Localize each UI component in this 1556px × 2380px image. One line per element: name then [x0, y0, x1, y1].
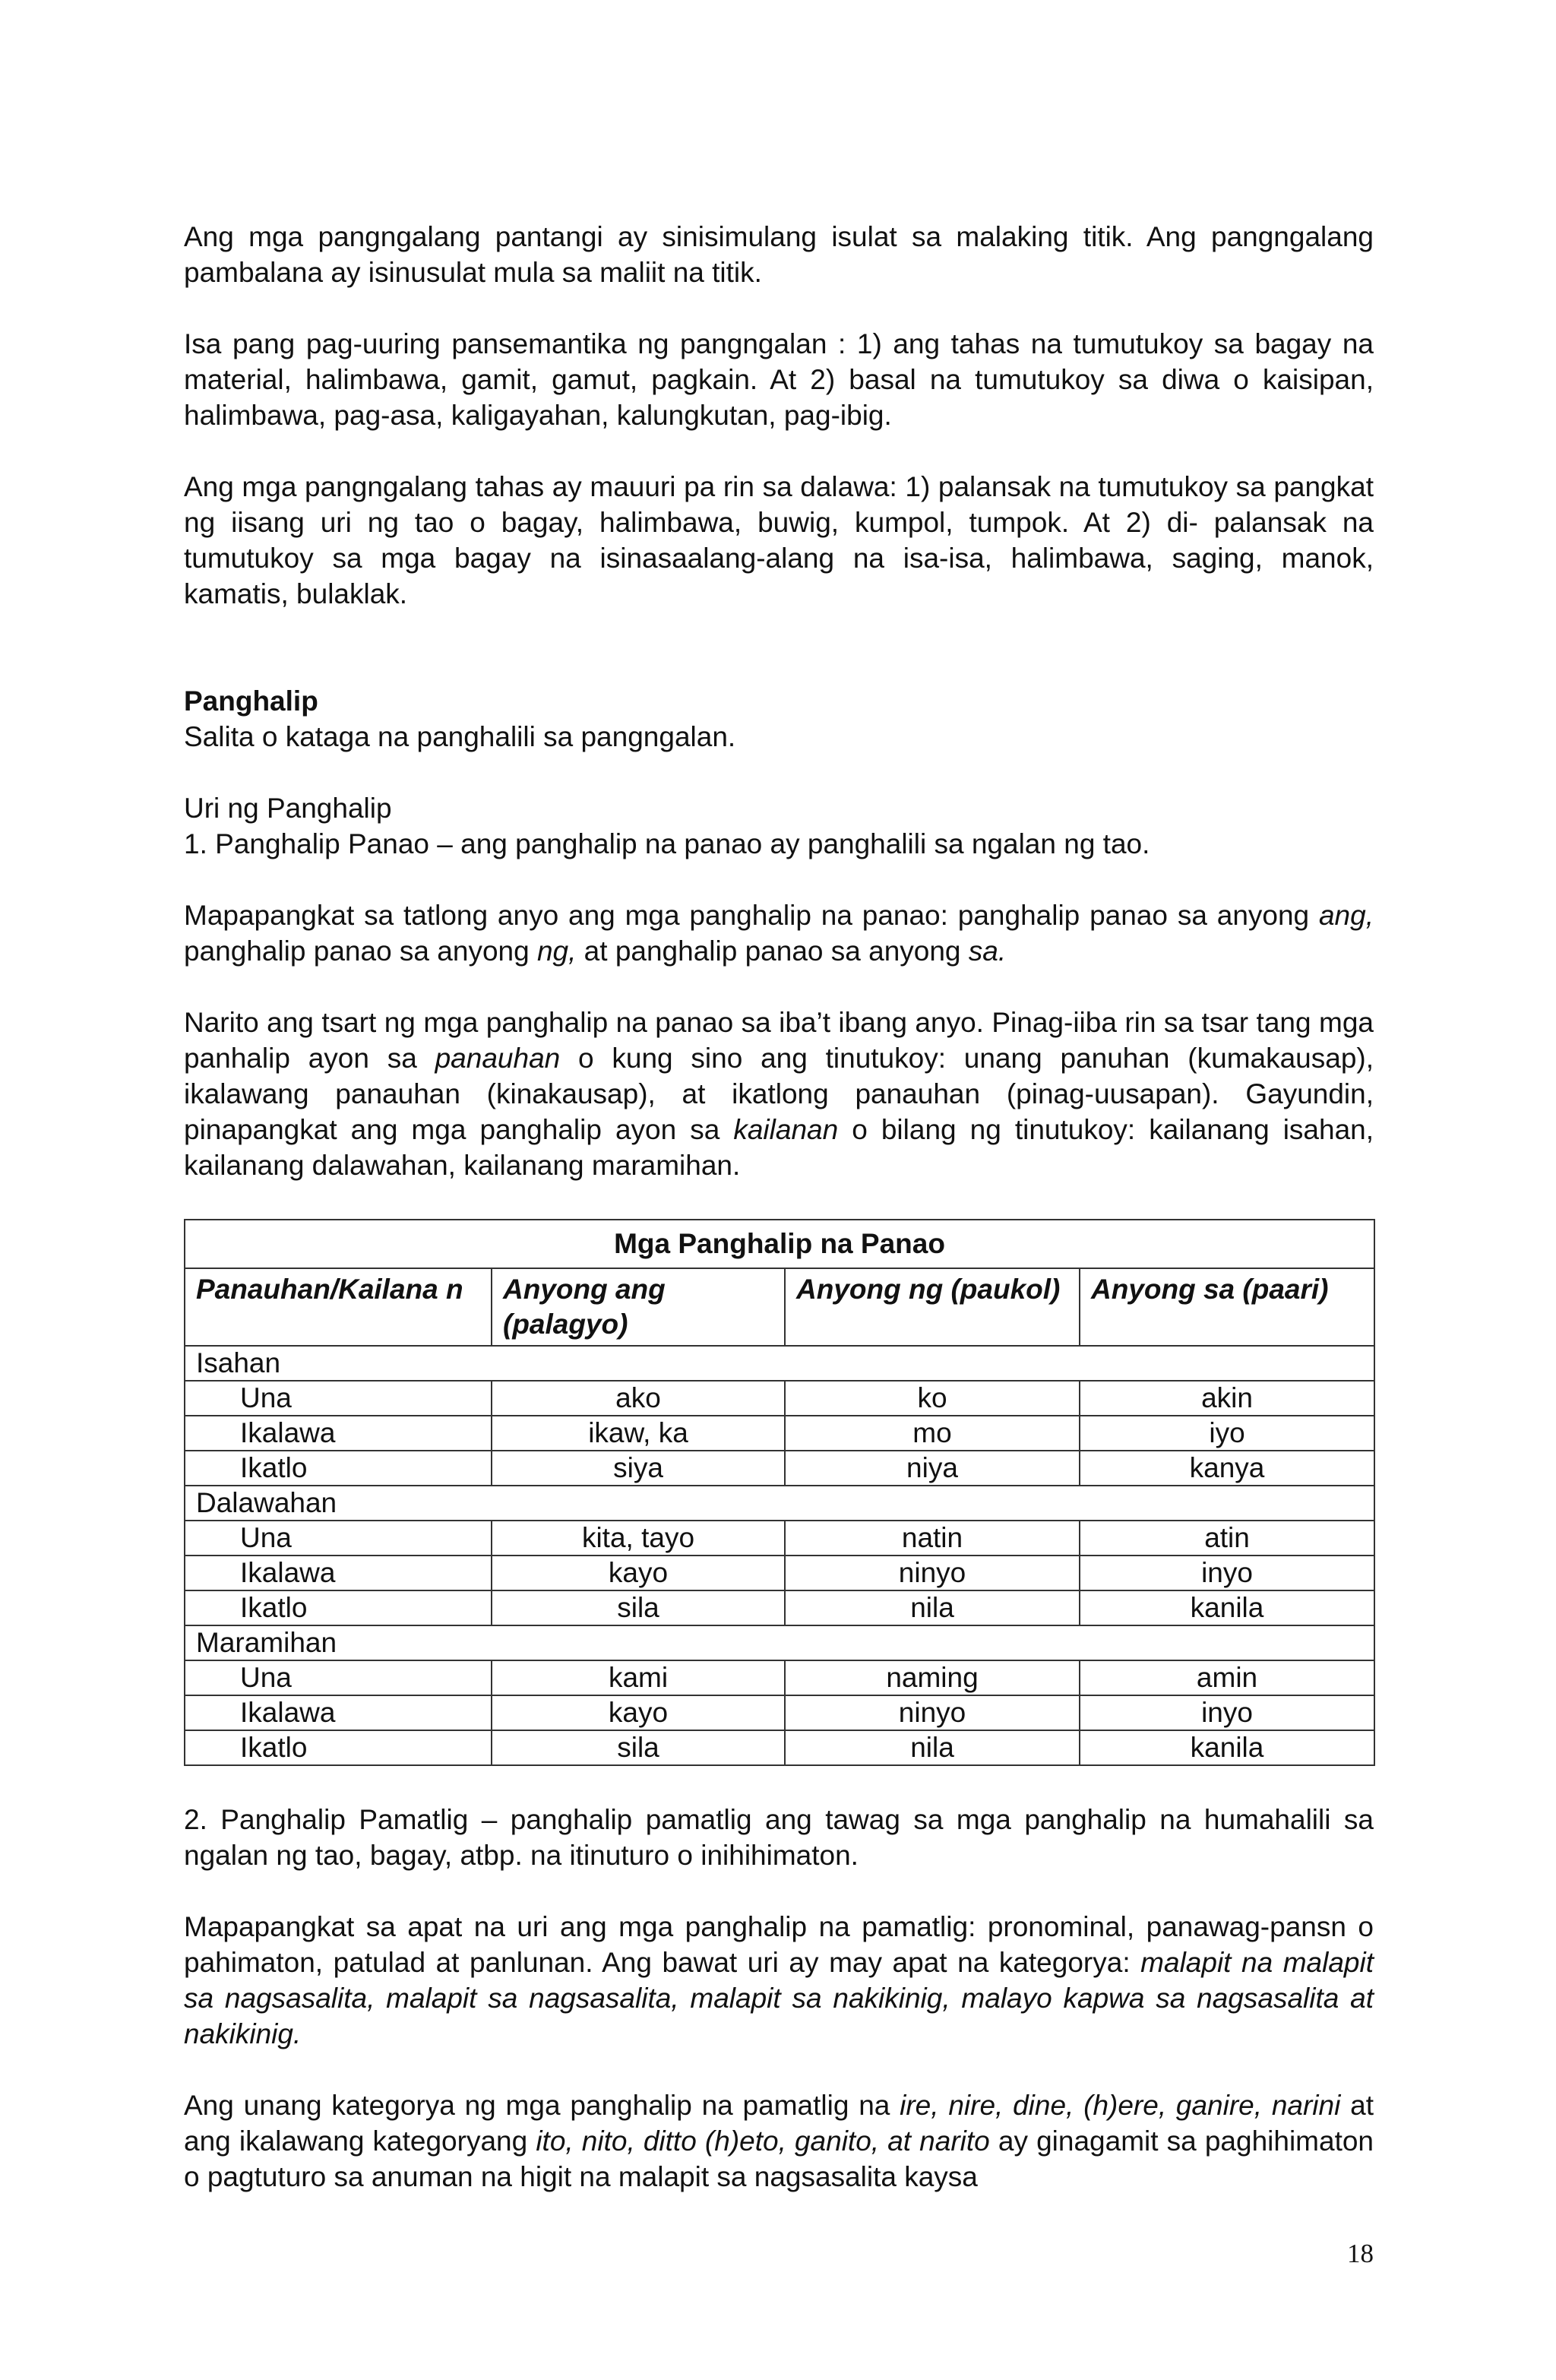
cell-panauhan: Ikatlo [185, 1590, 492, 1625]
panghalip-panao-table [184, 1219, 1375, 1766]
cell-sa: inyo [1080, 1556, 1374, 1590]
cell-sa: atin [1080, 1521, 1374, 1556]
cell-ang: kayo [492, 1556, 785, 1590]
list-item-panghalip-panao: 1. Panghalip Panao – ang panghalip na panao ay panghalili sa ngalan ng tao. [184, 828, 1150, 859]
group-row-dalawahan [185, 1486, 1374, 1521]
cell-sa: inyo [1080, 1695, 1374, 1730]
cell-ng: niya [785, 1451, 1080, 1486]
list-item-panghalip-pamatlig: 2. Panghalip Pamatlig – panghalip pamatlig ang tawag sa mga panghalip na humahalili sa ngalan ng tao, bagay, atbp. na itinuturo o inihihimaton. [184, 1804, 1374, 1871]
table-row [185, 1381, 1374, 1416]
cell-sa: iyo [1080, 1416, 1374, 1451]
cell-panauhan: Ikatlo [185, 1730, 492, 1765]
cell-panauhan: Una [185, 1381, 492, 1416]
paragraph-unang-kategorya: Ang unang kategorya ng mga panghalip na pamatlig na ire, nire, dine, (h)ere, ganire, narini at ang ikalawang kategoryang ito, nito, ditto (h)eto, ganito, at narito ay ginagamit sa paghihimaton o pagtuturo sa anuman na higit na malapit sa nagsasalita kaysa [184, 2090, 1374, 2192]
table-row [185, 1660, 1374, 1695]
paragraph-narito: Narito ang tsart ng mga panghalip na panao sa iba’t ibang anyo. Pinag-iiba rin sa tsar tang mga panhalip ayon sa panauhan o kung sino ang tinutukoy: unang panuhan (kumakausap), ikalawang panauhan (kinakausap), at ikatlong panauhan (pinag-uusapan). Gayundin, pinapangkat ang mga panghalip ayon sa kailanan o bilang ng tinutukoy: kailanang isahan, kailanang dalawahan, kailanang maramihan. [184, 1007, 1374, 1181]
cell-sa: amin [1080, 1660, 1374, 1695]
cell-ng: natin [785, 1521, 1080, 1556]
cell-ang: sila [492, 1730, 785, 1765]
cell-panauhan: Ikalawa [185, 1556, 492, 1590]
page-number: 18 [1347, 2239, 1374, 2268]
group-label: Isahan [185, 1346, 1374, 1381]
cell-sa: akin [1080, 1381, 1374, 1416]
column-header-panauhan: Panauhan/Kailana n [185, 1268, 492, 1346]
table-row [185, 1556, 1374, 1590]
cell-ng: ninyo [785, 1695, 1080, 1730]
cell-panauhan: Ikalawa [185, 1416, 492, 1451]
cell-ng: ninyo [785, 1556, 1080, 1590]
table-row [185, 1451, 1374, 1486]
cell-panauhan: Ikalawa [185, 1695, 492, 1730]
paragraph-apat-na-uri: Mapapangkat sa apat na uri ang mga panghalip na pamatlig: pronominal, panawag-pansn o pahimaton, patulad at panlunan. Ang bawat uri ay may apat na kategorya: malapit na malapit sa nagsasalita, malapit sa nagsasalita, malapit sa nakikinig, malayo kapwa sa nagsasalita at nakikinig. [184, 1911, 1374, 2049]
cell-ang: ikaw, ka [492, 1416, 785, 1451]
paragraph-pantangi: Ang mga pangngalang pantangi ay sinisimulang isulat sa malaking titik. Ang pangngalang pambalana ay isinusulat mula sa maliit na titik. [184, 221, 1374, 288]
table-row [185, 1730, 1374, 1765]
group-row-maramihan [185, 1625, 1374, 1660]
cell-panauhan: Ikatlo [185, 1451, 492, 1486]
cell-ng: mo [785, 1416, 1080, 1451]
section-heading-panghalip: Panghalip [184, 685, 318, 717]
group-row-isahan [185, 1346, 1374, 1381]
cell-ang: siya [492, 1451, 785, 1486]
panghalip-definition: Salita o kataga na panghalili sa pangngalan. [184, 721, 736, 752]
cell-ang: sila [492, 1590, 785, 1625]
cell-ang: kami [492, 1660, 785, 1695]
cell-ng: nila [785, 1730, 1080, 1765]
table-row [185, 1416, 1374, 1451]
cell-sa: kanila [1080, 1730, 1374, 1765]
table-row [185, 1695, 1374, 1730]
column-header-anyong-ng: Anyong ng (paukol) [785, 1268, 1080, 1346]
paragraph-tahas: Ang mga pangngalang tahas ay mauuri pa rin sa dalawa: 1) palansak na tumutukoy sa pangkat ng iisang uri ng tao o bagay, halimbawa, buwig, kumpol, tumpok. At 2) di- palansak na tumutukoy sa mga bagay na isinasaalang-alang na isa-isa, halimbawa, saging, manok, kamatis, bulaklak. [184, 471, 1374, 609]
cell-ang: ako [492, 1381, 785, 1416]
table-caption: Mga Panghalip na Panao [185, 1220, 1374, 1268]
uri-heading: Uri ng Panghalip [184, 793, 392, 824]
document-page [184, 219, 1374, 2195]
group-label: Dalawahan [185, 1486, 1374, 1521]
cell-ng: nila [785, 1590, 1080, 1625]
paragraph-mapapangkat: Mapapangkat sa tatlong anyo ang mga panghalip na panao: panghalip panao sa anyong ang, panghalip panao sa anyong ng, at panghalip panao sa anyong sa. [184, 900, 1374, 967]
column-header-anyong-sa: Anyong sa (paari) [1080, 1268, 1374, 1346]
group-label: Maramihan [185, 1625, 1374, 1660]
cell-panauhan: Una [185, 1521, 492, 1556]
cell-panauhan: Una [185, 1660, 492, 1695]
column-header-anyong-ang: Anyong ang (palagyo) [492, 1268, 785, 1346]
cell-ang: kayo [492, 1695, 785, 1730]
paragraph-pansemantika: Isa pang pag-uuring pansemantika ng pangngalan : 1) ang tahas na tumutukoy sa bagay na material, halimbawa, gamit, gamut, pagkain. At 2) basal na tumutukoy sa diwa o kaisipan, halimbawa, pag-asa, kaligayahan, kalungkutan, pag-ibig. [184, 328, 1374, 431]
cell-sa: kanya [1080, 1451, 1374, 1486]
cell-sa: kanila [1080, 1590, 1374, 1625]
cell-ng: naming [785, 1660, 1080, 1695]
cell-ang: kita, tayo [492, 1521, 785, 1556]
table-row [185, 1521, 1374, 1556]
table-row [185, 1590, 1374, 1625]
cell-ng: ko [785, 1381, 1080, 1416]
